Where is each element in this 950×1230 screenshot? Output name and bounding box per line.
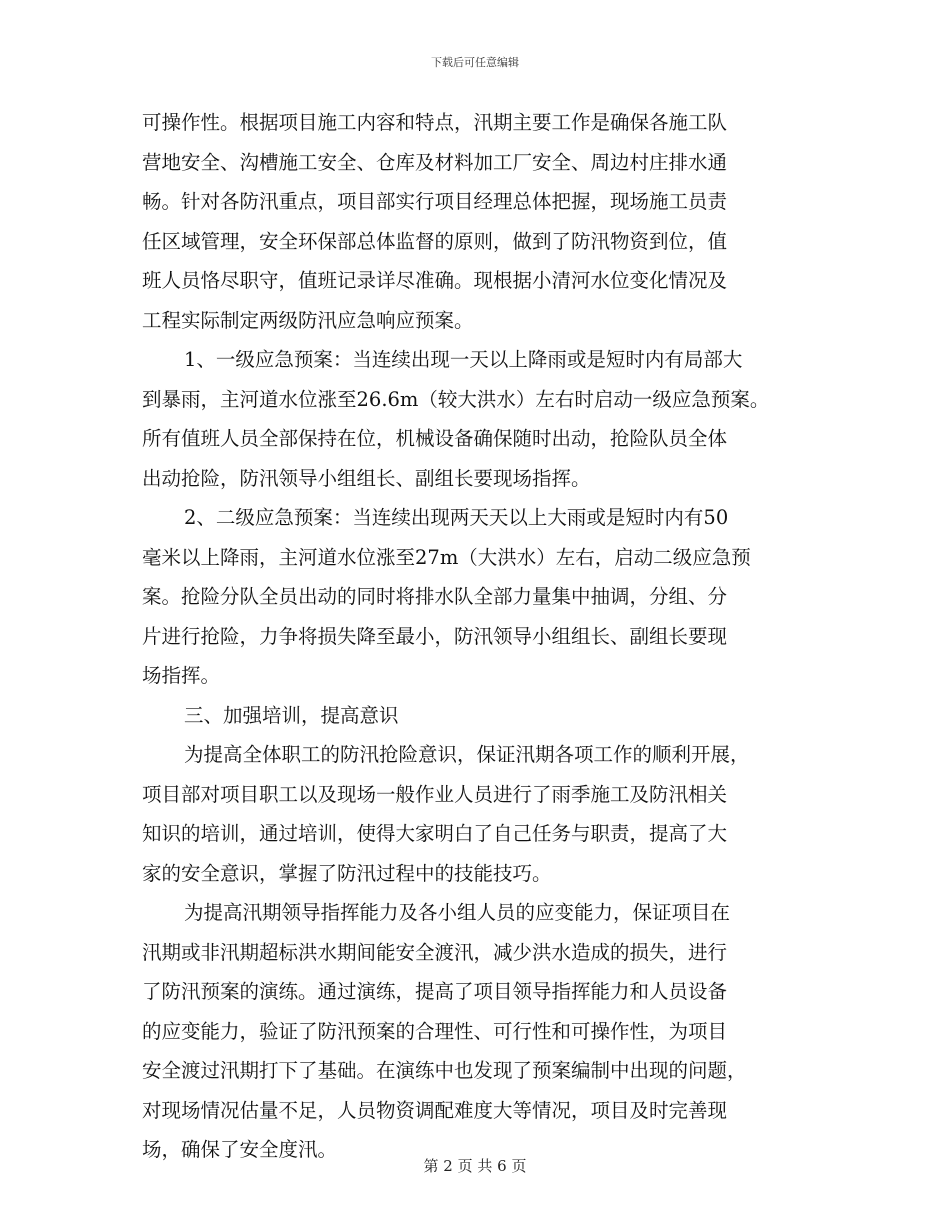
text-line: 毫米以上降雨，主河道水位涨至27m（大洪水）左右，启动二级应急预 [142, 545, 751, 569]
text-line: 畅。针对各防汛重点，项目部实行项目经理总体把握，现场施工员责 [142, 190, 728, 213]
paragraph-first-line: 为提高全体职工的防汛抢险意识，保证汛期各项工作的顺利开展， [184, 743, 750, 766]
text-line: 的应变能力，验证了防汛预案的合理性、可行性和可操作性，为项目 [142, 1019, 728, 1043]
text-line: 安全渡过汛期打下了基础。在演练中也发现了预案编制中出现的问题， [142, 1059, 747, 1082]
text-line: 案。抢险分队全员出动的同时将排水队全部力量集中抽调，分组、分 [142, 585, 728, 608]
text-line: 片进行抢险，力争将损失降至最小，防汛领导小组组长、副组长要现 [142, 624, 728, 648]
text-line: 到暴雨，主河道水位涨至26.6m（较大洪水）左右时启动一级应急预案。 [142, 387, 770, 411]
page-footer: 第 2 页 共 6 页 [423, 1157, 527, 1175]
paragraph-first-line: 为提高汛期领导指挥能力及各小组人员的应变能力，保证项目在 [184, 901, 731, 924]
text-line: 了防汛预案的演练。通过演练，提高了项目领导指挥能力和人员设备 [142, 980, 728, 1003]
text-line: 场指挥。 [142, 664, 221, 687]
text-line: 工程实际制定两级防汛应急响应预案。 [142, 308, 474, 332]
text-line: 出动抢险，防汛领导小组组长、副组长要现场指挥。 [142, 466, 591, 490]
text-line: 营地安全、沟槽施工安全、仓库及材料加工厂安全、周边村庄排水通 [142, 150, 728, 174]
text-line: 可操作性。根据项目施工内容和特点，汛期主要工作是确保各施工队 [142, 111, 728, 134]
paragraph-first-line: 2、二级应急预案：当连续出现两天天以上大雨或是短时内有50 [184, 506, 729, 529]
page-header: 下载后可任意编辑 [431, 56, 519, 69]
text-line: 项目部对项目职工以及现场一般作业人员进行了雨季施工及防汛相关 [142, 782, 728, 806]
text-line: 家的安全意识，掌握了防汛过程中的技能技巧。 [142, 861, 552, 885]
text-line: 汛期或非汛期超标洪水期间能安全渡汛，减少洪水造成的损失，进行 [142, 940, 728, 964]
text-line: 场，确保了安全度汛。 [142, 1138, 338, 1161]
text-line: 知识的培训，通过培训，使得大家明白了自己任务与职责，提高了大 [142, 822, 728, 845]
text-line: 对现场情况估量不足，人员物资调配难度大等情况，项目及时完善现 [142, 1098, 728, 1122]
paragraph-first-line: 1、一级应急预案：当连续出现一天以上降雨或是短时内有局部大 [184, 348, 743, 371]
text-line: 任区域管理，安全环保部总体监督的原则，做到了防汛物资到位，值 [142, 229, 728, 253]
section-heading: 三、加强培训，提高意识 [184, 703, 399, 727]
text-line: 班人员恪尽职守，值班记录详尽准确。现根据小清河水位变化情况及 [142, 269, 728, 292]
text-line: 所有值班人员全部保持在位，机械设备确保随时出动，抢险队员全体 [142, 427, 728, 450]
document-body [142, 103, 842, 1170]
